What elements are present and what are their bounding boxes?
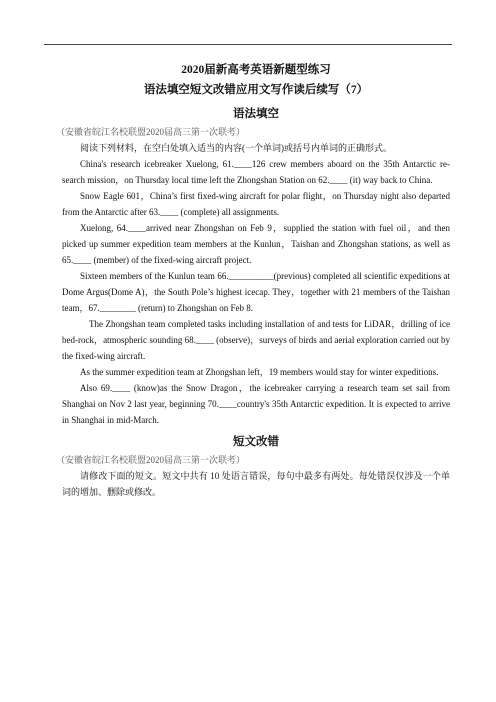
header-rule xyxy=(44,44,452,45)
instruction-grammar: 阅读下列材料，在空白处填入适当的内容(一个单词)或括号内单词的正确形式。 xyxy=(80,143,392,153)
section-heading-correction: 短文改错 xyxy=(233,436,279,448)
section-heading-grammar: 语法填空 xyxy=(233,108,279,120)
document-subtitle: 语法填空短文改错应用文写作读后续写（7） xyxy=(143,84,369,96)
passage-paragraph: Snow Eagle 601，China’s first fixed-wing aircraft for polar flight，on Thursday night also departed from the Antarctic after 63.____ (complete) all assignments. xyxy=(62,191,450,217)
source-note-grammar: （安徽省皖江名校联盟2020届高三第一次联考） xyxy=(56,127,246,137)
passage-paragraph: China's research icebreaker Xuelong, 61.____126 crew members aboard on the 35th Antarctic re-search mission，on Thursday local time left the Zhongshan Station on 62.____ (it) way back to China. xyxy=(62,159,450,185)
instruction-correction: 请修改下面的短文。短文中共有 10 处语言错误，每句中最多有两处。每处错误仅涉及一个单词的增加、删除或修改。 xyxy=(62,471,450,497)
document-body xyxy=(56,62,450,500)
passage-paragraph: The Zhongshan team completed tasks including installation of and tests for LiDAR，drilling of ice bed-rock，atmospheric sounding 68.____ (observe)，surveys of birds and aerial exploration carried out by the fixed-wing aircraft. xyxy=(62,319,450,361)
passage-paragraph: Sixteen members of the Kunlun team 66.__________(previous) completed all scientific expeditions at Dome Argus(Dome A)，the South Pole’s highest icecap. They，together with 21 members of the Taishan team，67.________ (return) to Zhongshan on Feb 8. xyxy=(62,271,450,313)
document-title: 2020届新高考英语新题型练习 xyxy=(181,64,331,76)
passage-paragraph: As the summer expedition team at Zhongshan left，19 members would stay for winter expeditions. xyxy=(80,367,439,377)
passage-paragraph: Also 69.____ (know)as the Snow Dragon，the icebreaker carrying a research team set sail from Shanghai on Nov 2 last year, beginning 70.____country's 35th Antarctic expedition. It is expected to arrive in Shanghai in mid-March. xyxy=(62,383,450,425)
source-note-correction: （安徽省皖江名校联盟2020届高三第一次联考） xyxy=(56,455,246,465)
passage-paragraph: Xuelong, 64.____arrived near Zhongshan on Feb 9，supplied the station with fuel oil，and then picked up summer expedition team members at the Kunlun，Taishan and Zhongshan stations, as well as 65.____ (member) of the fixed-wing aircraft project. xyxy=(62,223,450,265)
